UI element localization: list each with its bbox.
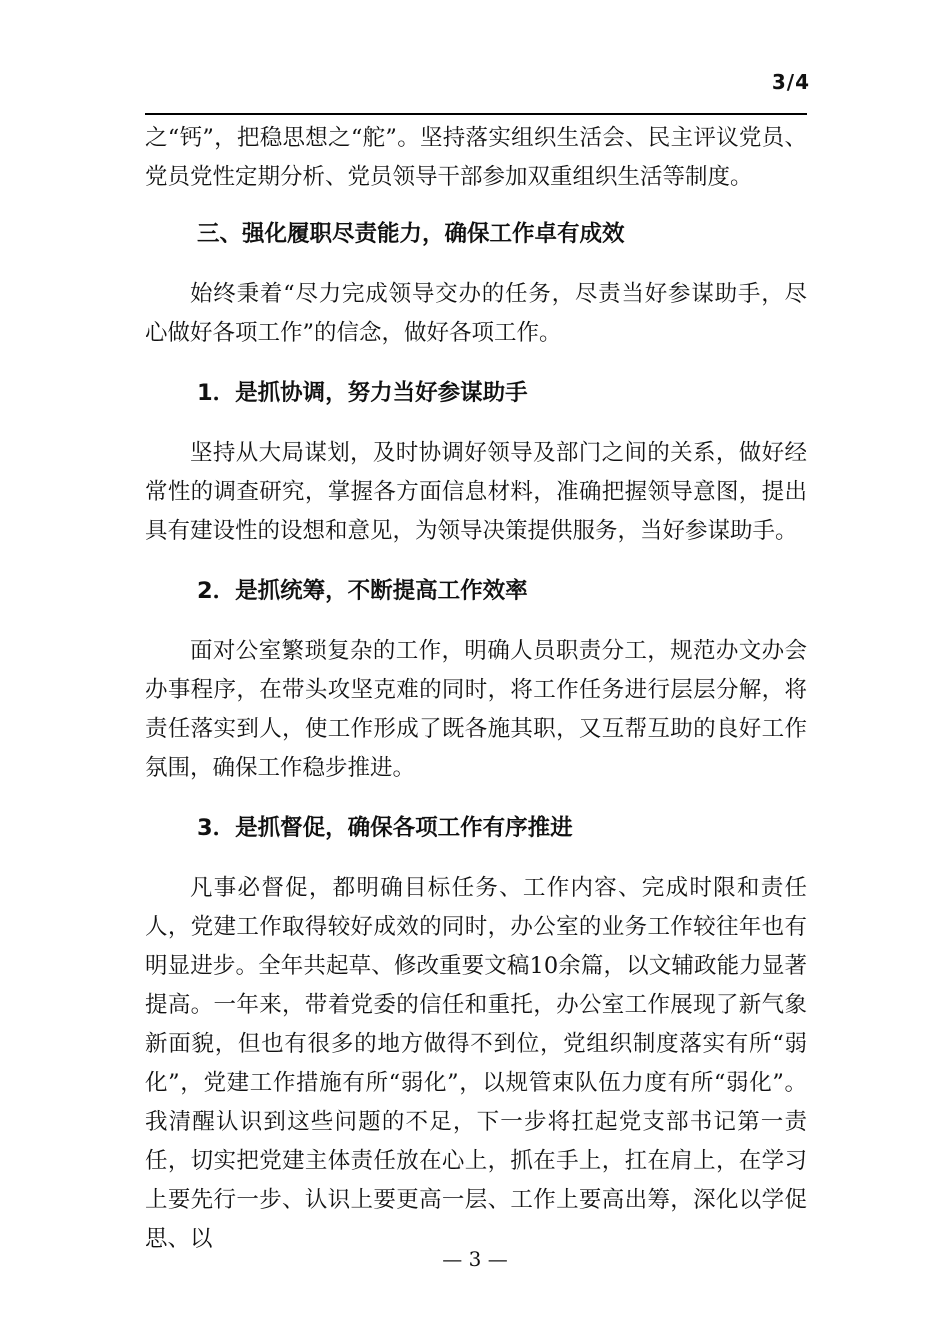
paragraph-2: 始终秉着“尽力完成领导交办的任务，尽责当好参谋助手，尽心做好各项工作”的信念，做好各项工作。 bbox=[145, 281, 807, 346]
section-heading-3: 三、强化履职尽责能力，确保工作卓有成效 bbox=[197, 221, 625, 247]
page-number: — 3 — bbox=[442, 1247, 508, 1271]
page-counter: 3/4 bbox=[771, 70, 810, 94]
header-divider bbox=[145, 113, 807, 115]
paragraph-3: 坚持从大局谋划，及时协调好领导及部门之间的关系，做好经常性的调查研究，掌握各方面信息材料，准确把握领导意图，提出具有建设性的设想和意见，为领导决策提供服务，当好参谋助手。 bbox=[145, 440, 807, 544]
document-body bbox=[145, 119, 807, 1259]
paragraph-4: 面对公室繁琐复杂的工作，明确人员职责分工，规范办文办会办事程序，在带头攻坚克难的同时，将工作任务进行层层分解，将责任落实到人，使工作形成了既各施其职，又互帮互助的良好工作氛围，确保工作稳步推进。 bbox=[145, 638, 807, 781]
paragraph-1: 之“钙”，把稳思想之“舵”。坚持落实组织生活会、民主评议党员、党员党性定期分析、党员领导干部参加双重组织生活等制度。 bbox=[145, 125, 807, 190]
subheading-1: 1．是抓协调，努力当好参谋助手 bbox=[197, 380, 528, 406]
subheading-3: 3．是抓督促，确保各项工作有序推进 bbox=[197, 815, 573, 841]
subheading-2: 2．是抓统筹，不断提高工作效率 bbox=[197, 578, 528, 604]
paragraph-5: 凡事必督促，都明确目标任务、工作内容、完成时限和责任人，党建工作取得较好成效的同时，办公室的业务工作较往年也有明显进步。全年共起草、修改重要文稿10余篇，以文辅政能力显著提高。一年来，带着党委的信任和重托，办公室工作展现了新气象新面貌，但也有很多的地方做得不到位，党组织制度落实有所“弱化”，党建工作措施有所“弱化”，以规管束队伍力度有所“弱化”。我清醒认识到这些问题的不足，下一步将扛起党支部书记第一责任，切实把党建主体责任放在心上，抓在手上，扛在肩上，在学习上要先行一步、认识上要更高一层、工作上要高出筹，深化以学促思、以 bbox=[145, 875, 807, 1252]
